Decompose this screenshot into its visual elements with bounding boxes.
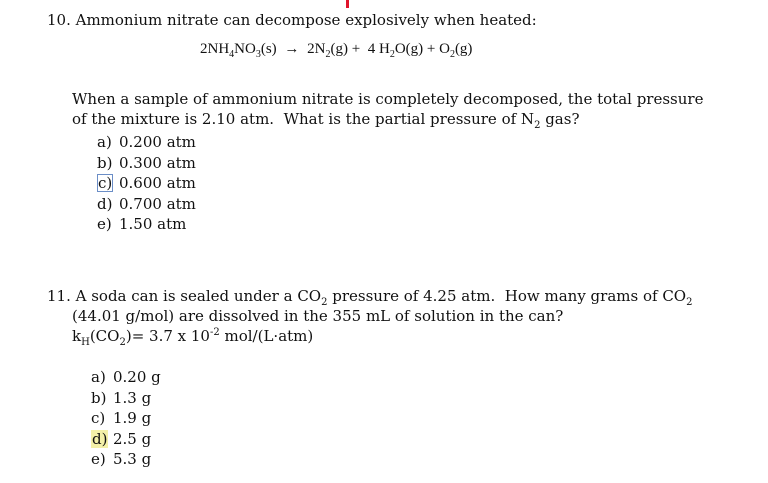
option-letter: c) xyxy=(98,174,113,192)
red-pen-mark xyxy=(346,0,349,8)
option-text: 2.5 g xyxy=(113,429,152,448)
option-text: 0.300 atm xyxy=(119,153,196,172)
option-text: 1.9 g xyxy=(113,409,152,427)
question-10-stem-line2: of the mixture is 2.10 atm. What is the partial pressure of $N_2$ gas? xyxy=(72,110,580,131)
option-letter: a) xyxy=(91,368,106,386)
reaction-arrow-icon: → xyxy=(284,41,300,57)
option-letter: b) xyxy=(91,388,107,407)
answer-option-a[interactable] xyxy=(91,368,161,386)
option-letter: e) xyxy=(91,450,106,468)
answer-option-d[interactable] xyxy=(97,195,196,213)
option-text: 1.3 g xyxy=(113,388,152,407)
option-letter: e) xyxy=(97,215,112,233)
reaction-equation xyxy=(200,40,472,58)
answer-option-e[interactable] xyxy=(91,450,151,468)
henry-constant: $k_H(CO_2)= 3.7$ x $10^{-2}$ mol/(L·atm) xyxy=(72,327,314,348)
question-11-line2: (44.01 g/mol) are dissolved in the 355 mL of solution in the can? xyxy=(72,307,564,325)
option-text: 5.3 g xyxy=(113,450,152,468)
option-text: 0.20 g xyxy=(113,368,161,386)
equation-products: $2N_2(g) + 4$ $H_2O(g) + O_2(g)$ xyxy=(307,41,473,60)
answer-option-b[interactable] xyxy=(97,154,196,172)
option-text: 0.700 atm xyxy=(119,194,196,213)
option-letter: b) xyxy=(97,153,113,172)
option-letter: a) xyxy=(97,133,112,151)
option-text: 1.50 atm xyxy=(119,215,187,233)
option-letter: d) xyxy=(97,194,113,213)
option-text: 0.600 atm xyxy=(119,174,196,192)
equation-reactant: $2NH_4NO_3(s)$ xyxy=(200,41,277,60)
question-10-stem-line1: When a sample of ammonium nitrate is completely decomposed, the total pressure xyxy=(72,90,704,108)
answer-option-b[interactable] xyxy=(91,389,151,407)
answer-option-e[interactable] xyxy=(97,215,186,233)
option-letter: d) xyxy=(92,429,108,448)
question-10-title: 10. Ammonium nitrate can decompose explosively when heated: xyxy=(47,11,537,29)
answer-option-d[interactable] xyxy=(91,430,151,448)
option-text: 0.200 atm xyxy=(119,133,196,151)
question-11-line1: 11. A soda can is sealed under a $CO_2$ pressure of 4.25 atm. How many grams of $CO_2$ xyxy=(47,287,693,308)
answer-option-c[interactable] xyxy=(97,174,196,192)
answer-option-c[interactable] xyxy=(91,409,151,427)
option-letter: c) xyxy=(91,409,106,427)
answer-option-a[interactable] xyxy=(97,133,196,151)
